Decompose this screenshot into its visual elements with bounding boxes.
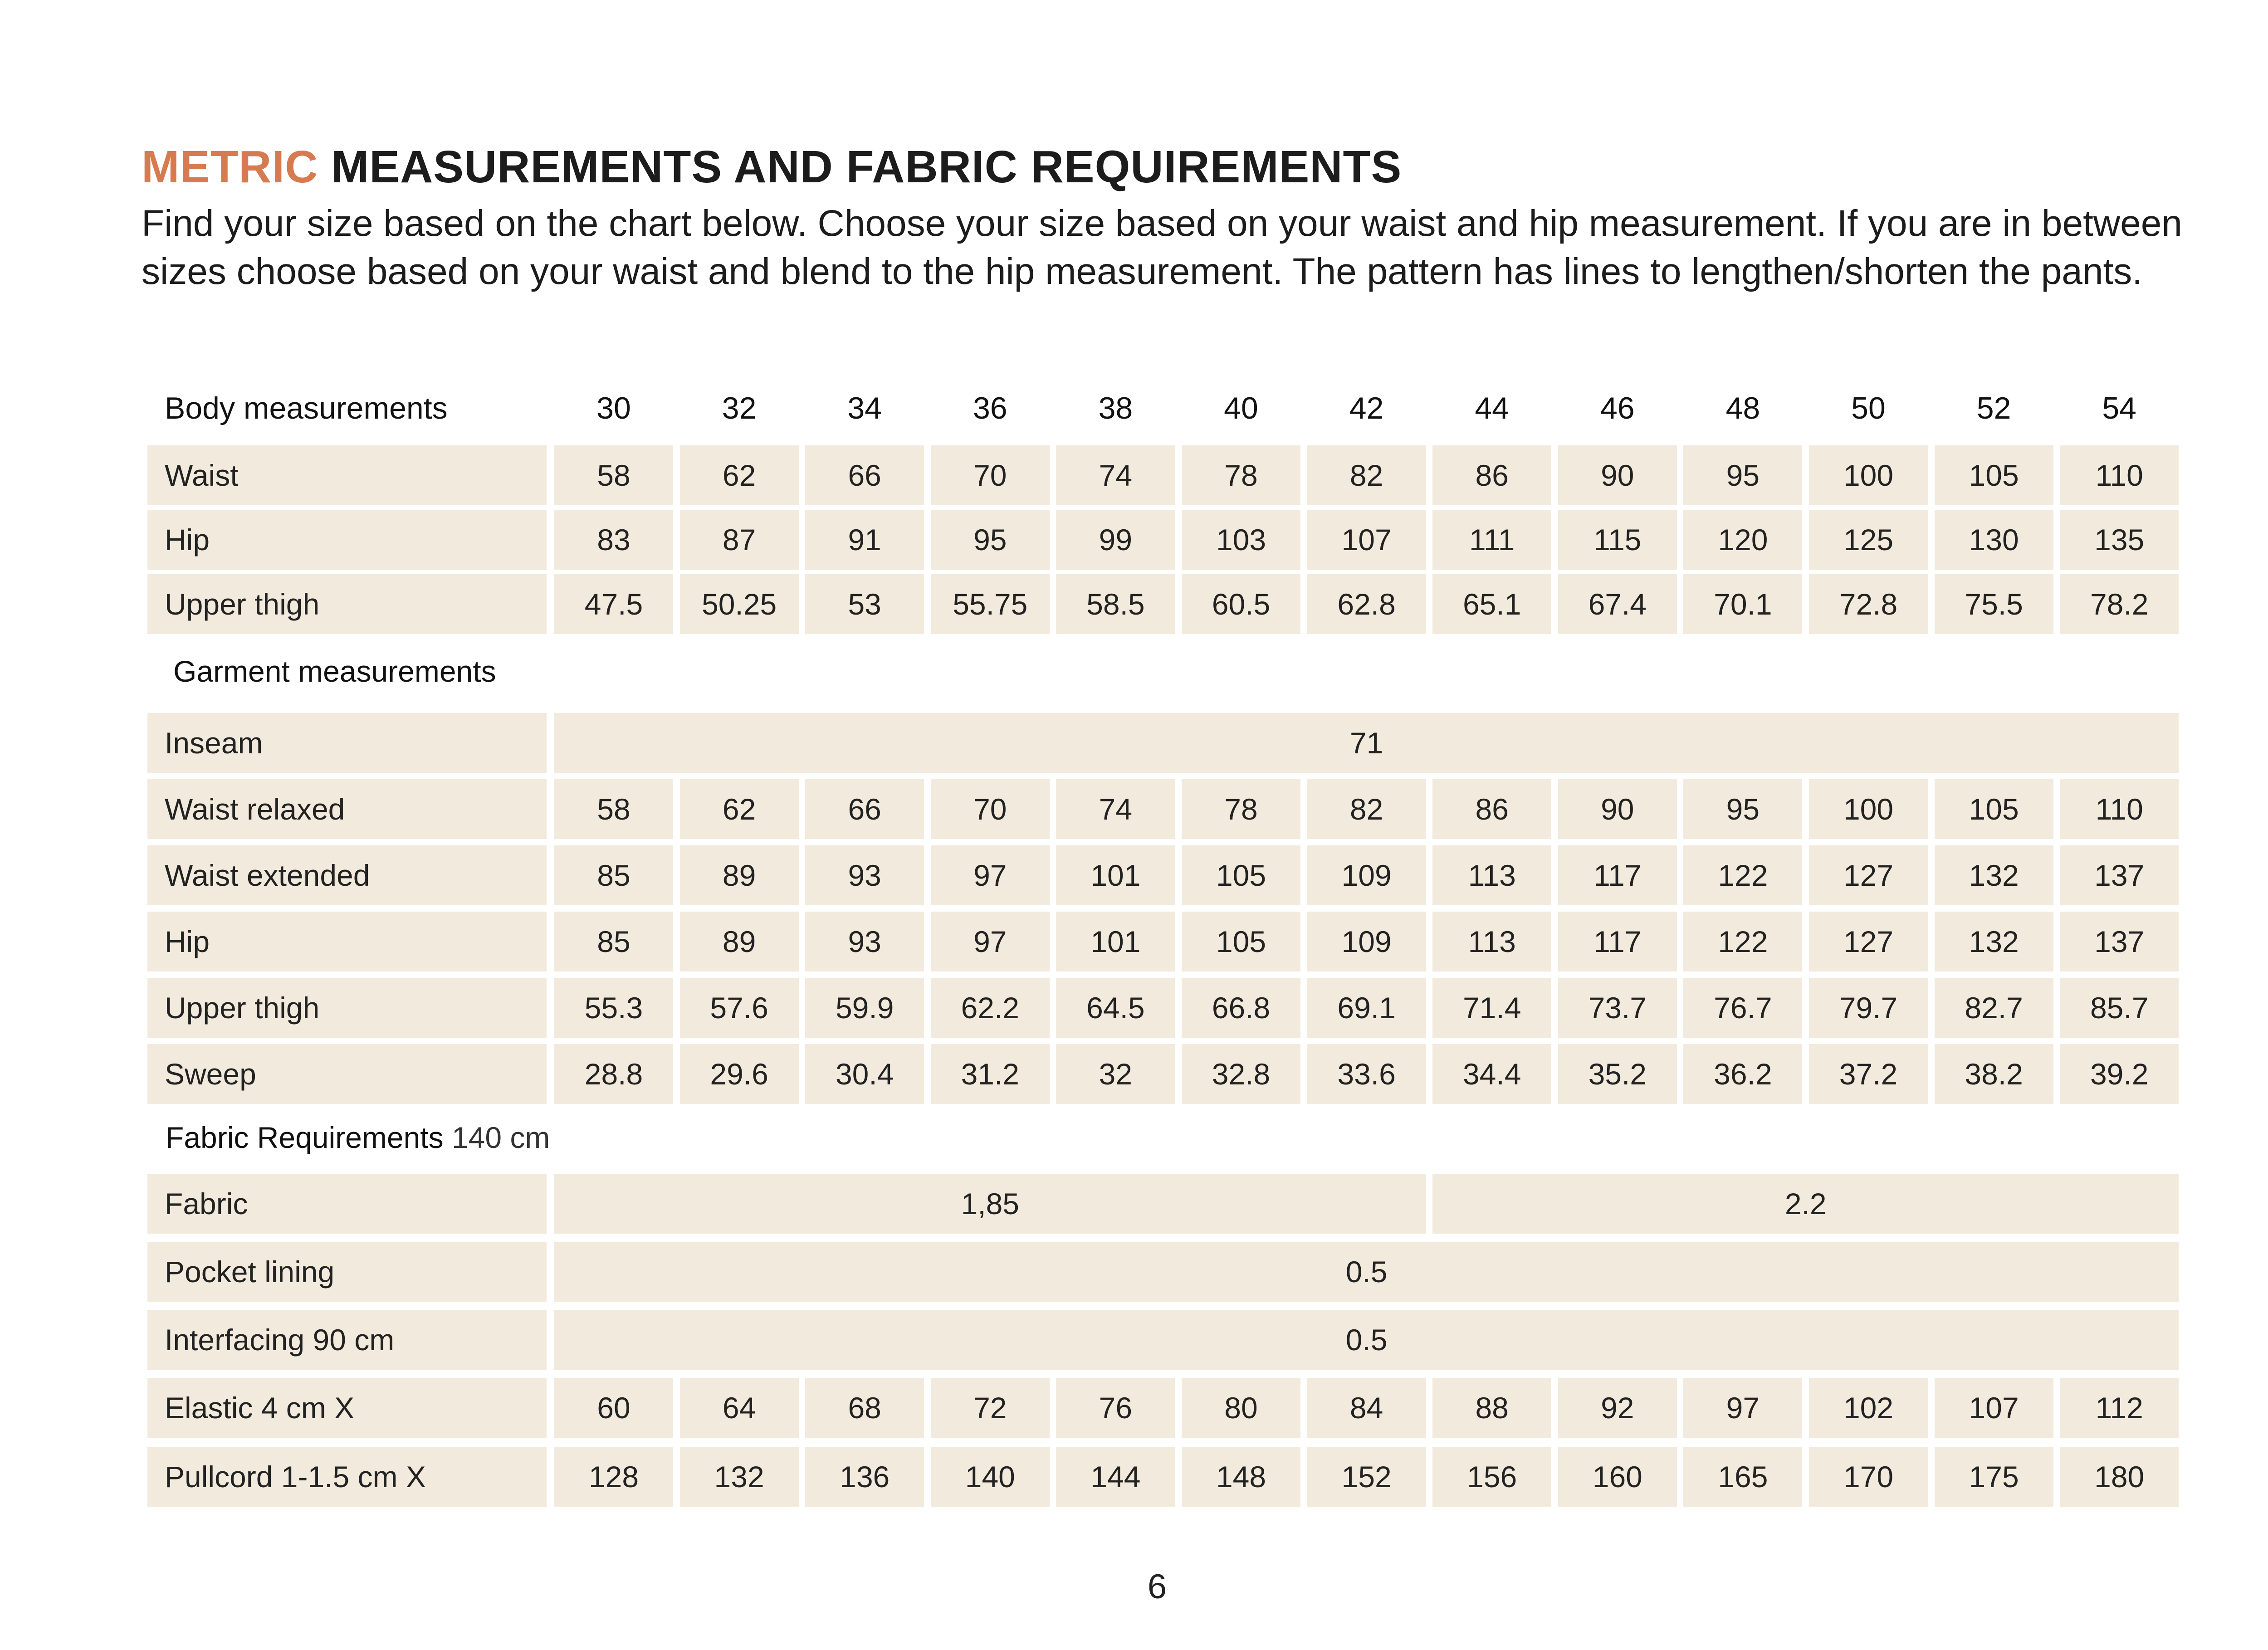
span-value-cell: 71: [554, 713, 2179, 773]
row-label: Waist: [147, 445, 547, 505]
row-label: Hip: [147, 912, 547, 971]
size-header: 52: [1976, 391, 2011, 425]
size-header: 50: [1851, 391, 1886, 425]
value-cell: 82.7: [1935, 978, 2053, 1038]
value-cell: 109: [1307, 845, 1426, 905]
section-label-garment: Garment measurements: [173, 654, 496, 688]
page-number: 6: [1147, 1567, 1167, 1606]
value-cell: 62.2: [931, 978, 1050, 1038]
value-cell: 67.4: [1558, 574, 1677, 634]
span-value-cell: 0.5: [554, 1242, 2179, 1302]
value-cell: 137: [2060, 912, 2179, 971]
value-cell: 95: [1683, 445, 1802, 505]
size-header: 48: [1725, 391, 1760, 425]
value-cell: 70: [931, 445, 1050, 505]
value-cell: 58: [554, 445, 673, 505]
value-cell: 38.2: [1935, 1044, 2053, 1104]
value-cell: 62.8: [1307, 574, 1426, 634]
value-cell: 92: [1558, 1378, 1677, 1438]
value-cell: 112: [2060, 1378, 2179, 1438]
value-cell: 101: [1056, 845, 1175, 905]
value-cell: 105: [1935, 779, 2053, 839]
fabric-section-title: Fabric Requirements: [166, 1121, 444, 1154]
value-cell: 113: [1432, 912, 1551, 971]
size-header: 34: [847, 391, 882, 425]
fabric-small-sizes-cell: 1,85: [554, 1174, 1426, 1234]
value-cell: 97: [931, 912, 1050, 971]
size-header: 46: [1600, 391, 1635, 425]
value-cell: 101: [1056, 912, 1175, 971]
size-header: 54: [2102, 391, 2136, 425]
value-cell: 32: [1056, 1044, 1175, 1104]
value-cell: 71.4: [1432, 978, 1551, 1038]
value-cell: 62: [680, 445, 799, 505]
fabric-large-sizes-cell: 2.2: [1432, 1174, 2179, 1234]
title-accent: METRIC: [142, 142, 318, 192]
value-cell: 160: [1558, 1447, 1677, 1507]
size-header: 40: [1224, 391, 1258, 425]
value-cell: 132: [1935, 912, 2053, 971]
span-value-cell: 0.5: [554, 1310, 2179, 1370]
value-cell: 80: [1182, 1378, 1300, 1438]
value-cell: 93: [805, 912, 924, 971]
value-cell: 83: [554, 510, 673, 570]
value-cell: 66.8: [1182, 978, 1300, 1038]
value-cell: 59.9: [805, 978, 924, 1038]
value-cell: 86: [1432, 445, 1551, 505]
value-cell: 109: [1307, 912, 1426, 971]
value-cell: 95: [1683, 779, 1802, 839]
value-cell: 74: [1056, 445, 1175, 505]
value-cell: 66: [805, 779, 924, 839]
value-cell: 156: [1432, 1447, 1551, 1507]
row-label: Upper thigh: [147, 978, 547, 1038]
row-label: Hip: [147, 510, 547, 570]
value-cell: 62: [680, 779, 799, 839]
value-cell: 30.4: [805, 1044, 924, 1104]
value-cell: 89: [680, 845, 799, 905]
value-cell: 60: [554, 1378, 673, 1438]
value-cell: 89: [680, 912, 799, 971]
row-label: Waist relaxed: [147, 779, 547, 839]
value-cell: 113: [1432, 845, 1551, 905]
size-header: 36: [973, 391, 1007, 425]
value-cell: 84: [1307, 1378, 1426, 1438]
value-cell: 85.7: [2060, 978, 2179, 1038]
value-cell: 64: [680, 1378, 799, 1438]
value-cell: 85: [554, 912, 673, 971]
row-label: Upper thigh: [147, 574, 547, 634]
value-cell: 70: [931, 779, 1050, 839]
value-cell: 115: [1558, 510, 1677, 570]
value-cell: 66: [805, 445, 924, 505]
value-cell: 85: [554, 845, 673, 905]
value-cell: 82: [1307, 779, 1426, 839]
row-label: Waist extended: [147, 845, 547, 905]
value-cell: 73.7: [1558, 978, 1677, 1038]
value-cell: 69.1: [1307, 978, 1426, 1038]
value-cell: 132: [680, 1447, 799, 1507]
value-cell: 110: [2060, 445, 2179, 505]
value-cell: 68: [805, 1378, 924, 1438]
value-cell: 144: [1056, 1447, 1175, 1507]
value-cell: 33.6: [1307, 1044, 1426, 1104]
value-cell: 78.2: [2060, 574, 2179, 634]
value-cell: 53: [805, 574, 924, 634]
title-rest: MEASUREMENTS AND FABRIC REQUIREMENTS: [331, 142, 1402, 192]
value-cell: 76.7: [1683, 978, 1802, 1038]
size-header: 44: [1475, 391, 1509, 425]
value-cell: 130: [1935, 510, 2053, 570]
section-label-fabric: [166, 1120, 550, 1155]
value-cell: 148: [1182, 1447, 1300, 1507]
fabric-width-note: 140 cm: [451, 1121, 550, 1154]
value-cell: 72.8: [1809, 574, 1928, 634]
value-cell: 105: [1182, 912, 1300, 971]
value-cell: 99: [1056, 510, 1175, 570]
value-cell: 127: [1809, 912, 1928, 971]
value-cell: 82: [1307, 445, 1426, 505]
size-header: 38: [1098, 391, 1133, 425]
value-cell: 165: [1683, 1447, 1802, 1507]
value-cell: 110: [2060, 779, 2179, 839]
value-cell: 152: [1307, 1447, 1426, 1507]
value-cell: 55.75: [931, 574, 1050, 634]
value-cell: 107: [1935, 1378, 2053, 1438]
size-header: 32: [722, 391, 757, 425]
value-cell: 58: [554, 779, 673, 839]
value-cell: 64.5: [1056, 978, 1175, 1038]
value-cell: 79.7: [1809, 978, 1928, 1038]
value-cell: 58.5: [1056, 574, 1175, 634]
value-cell: 122: [1683, 845, 1802, 905]
row-label: Pullcord 1-1.5 cm X: [147, 1447, 547, 1507]
value-cell: 91: [805, 510, 924, 570]
size-header: 42: [1349, 391, 1384, 425]
value-cell: 31.2: [931, 1044, 1050, 1104]
value-cell: 170: [1809, 1447, 1928, 1507]
value-cell: 50.25: [680, 574, 799, 634]
value-cell: 37.2: [1809, 1044, 1928, 1104]
value-cell: 180: [2060, 1447, 2179, 1507]
value-cell: 95: [931, 510, 1050, 570]
value-cell: 90: [1558, 779, 1677, 839]
value-cell: 122: [1683, 912, 1802, 971]
value-cell: 111: [1432, 510, 1551, 570]
value-cell: 97: [1683, 1378, 1802, 1438]
value-cell: 100: [1809, 779, 1928, 839]
value-cell: 78: [1182, 445, 1300, 505]
value-cell: 140: [931, 1447, 1050, 1507]
row-label: Sweep: [147, 1044, 547, 1104]
value-cell: 32.8: [1182, 1044, 1300, 1104]
value-cell: 102: [1809, 1378, 1928, 1438]
value-cell: 70.1: [1683, 574, 1802, 634]
value-cell: 103: [1182, 510, 1300, 570]
value-cell: 76: [1056, 1378, 1175, 1438]
value-cell: 117: [1558, 912, 1677, 971]
value-cell: 65.1: [1432, 574, 1551, 634]
value-cell: 93: [805, 845, 924, 905]
value-cell: 88: [1432, 1378, 1551, 1438]
value-cell: 29.6: [680, 1044, 799, 1104]
row-label: Inseam: [147, 713, 547, 773]
value-cell: 78: [1182, 779, 1300, 839]
row-label: Interfacing 90 cm: [147, 1310, 547, 1370]
value-cell: 72: [931, 1378, 1050, 1438]
value-cell: 125: [1809, 510, 1928, 570]
value-cell: 128: [554, 1447, 673, 1507]
value-cell: 105: [1182, 845, 1300, 905]
value-cell: 132: [1935, 845, 2053, 905]
value-cell: 175: [1935, 1447, 2053, 1507]
value-cell: 36.2: [1683, 1044, 1802, 1104]
value-cell: 47.5: [554, 574, 673, 634]
row-label: Fabric: [147, 1174, 547, 1234]
value-cell: 74: [1056, 779, 1175, 839]
value-cell: 35.2: [1558, 1044, 1677, 1104]
value-cell: 57.6: [680, 978, 799, 1038]
value-cell: 86: [1432, 779, 1551, 839]
value-cell: 107: [1307, 510, 1426, 570]
value-cell: 97: [931, 845, 1050, 905]
value-cell: 137: [2060, 845, 2179, 905]
value-cell: 55.3: [554, 978, 673, 1038]
value-cell: 120: [1683, 510, 1802, 570]
row-label: Pocket lining: [147, 1242, 547, 1302]
value-cell: 136: [805, 1447, 924, 1507]
section-label-body: Body measurements: [165, 391, 448, 425]
value-cell: 87: [680, 510, 799, 570]
value-cell: 117: [1558, 845, 1677, 905]
value-cell: 105: [1935, 445, 2053, 505]
value-cell: 90: [1558, 445, 1677, 505]
value-cell: 28.8: [554, 1044, 673, 1104]
value-cell: 135: [2060, 510, 2179, 570]
value-cell: 127: [1809, 845, 1928, 905]
value-cell: 39.2: [2060, 1044, 2179, 1104]
intro-paragraph: Find your size based on the chart below. Choose your size based on your waist and hip measurement. If you are in between sizes choose based on your waist and blend to the hip measurement. The pattern has lines to lengthen/shorten the pants.: [142, 203, 2182, 292]
size-header: 30: [596, 391, 631, 425]
value-cell: 34.4: [1432, 1044, 1551, 1104]
row-label: Elastic 4 cm X: [147, 1378, 547, 1438]
value-cell: 75.5: [1935, 574, 2053, 634]
value-cell: 100: [1809, 445, 1928, 505]
value-cell: 60.5: [1182, 574, 1300, 634]
